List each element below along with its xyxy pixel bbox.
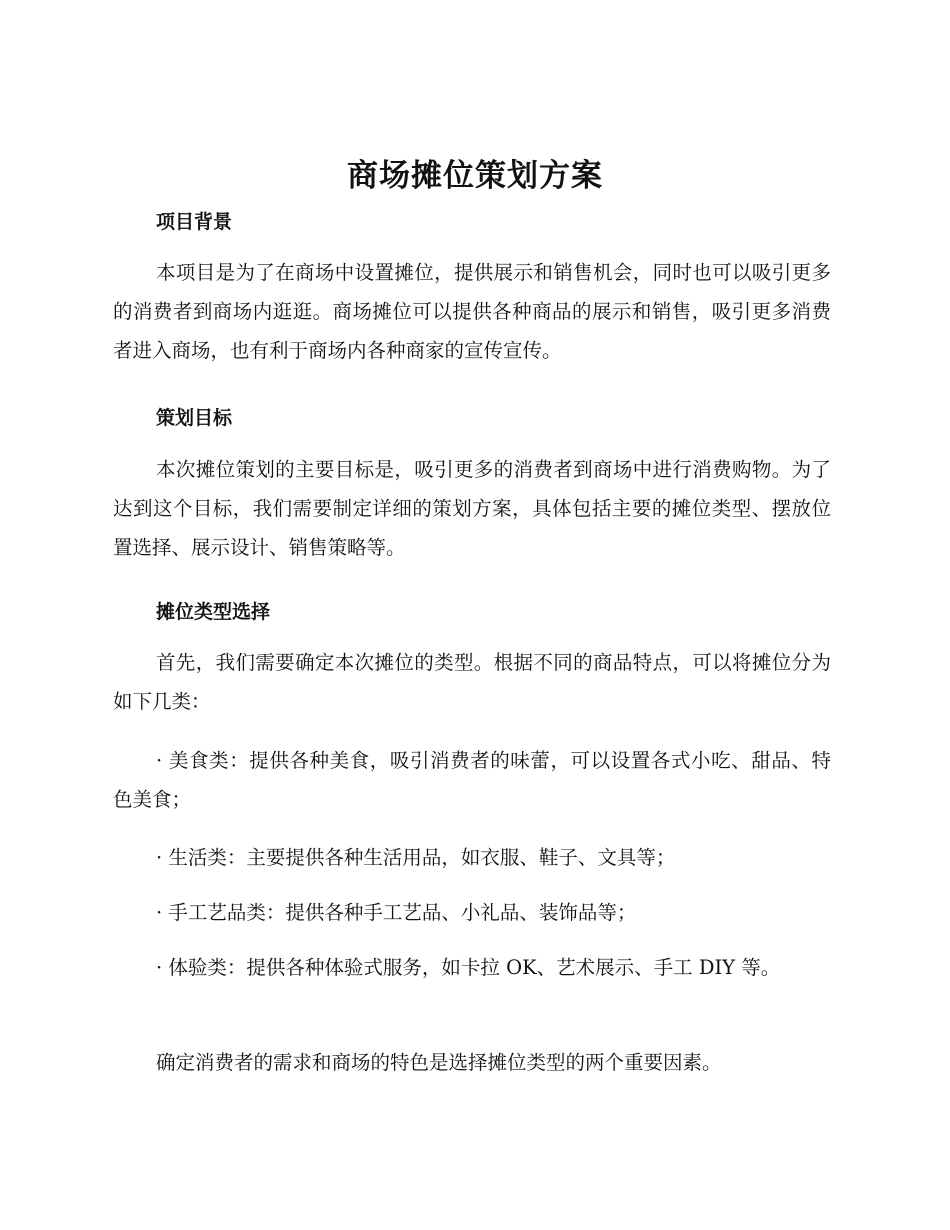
list-item-handicrafts: · 手工艺品类：提供各种手工艺品、小礼品、装饰品等； bbox=[156, 901, 637, 924]
section-heading-planning-goals: 策划目标 bbox=[156, 407, 233, 429]
list-item-food: · 美食类：提供各种美食，吸引消费者的味蕾，可以设置各式小吃、甜品、特色美食； bbox=[113, 749, 831, 811]
paragraph-stall-type-intro: 首先，我们需要确定本次摊位的类型。根据不同的商品特点，可以将摊位分为如下几类： bbox=[113, 651, 831, 713]
list-item-daily-goods: · 生活类：主要提供各种生活用品，如衣服、鞋子、文具等； bbox=[156, 846, 676, 869]
paragraph-stall-type-conclusion: 确定消费者的需求和商场的特色是选择摊位类型的两个重要因素。 bbox=[156, 1051, 722, 1074]
section-heading-project-background: 项目背景 bbox=[156, 211, 233, 233]
section-heading-stall-type-selection: 摊位类型选择 bbox=[156, 601, 271, 623]
list-item-experience: · 体验类：提供各种体验式服务，如卡拉 OK、艺术展示、手工 DIY 等。 bbox=[156, 956, 781, 979]
paragraph-project-background: 本项目是为了在商场中设置摊位，提供展示和销售机会，同时也可以吸引更多的消费者到商场内逛逛。商场摊位可以提供各种商品的展示和销售，吸引更多消费者进入商场，也有利于商场内各种商家的宣传宣传。 bbox=[113, 261, 831, 362]
document-title: 商场摊位策划方案 bbox=[347, 158, 603, 194]
paragraph-planning-goals: 本次摊位策划的主要目标是，吸引更多的消费者到商场中进行消费购物。为了达到这个目标，我们需要制定详细的策划方案，具体包括主要的摊位类型、摆放位置选择、展示设计、销售策略等。 bbox=[113, 458, 831, 559]
